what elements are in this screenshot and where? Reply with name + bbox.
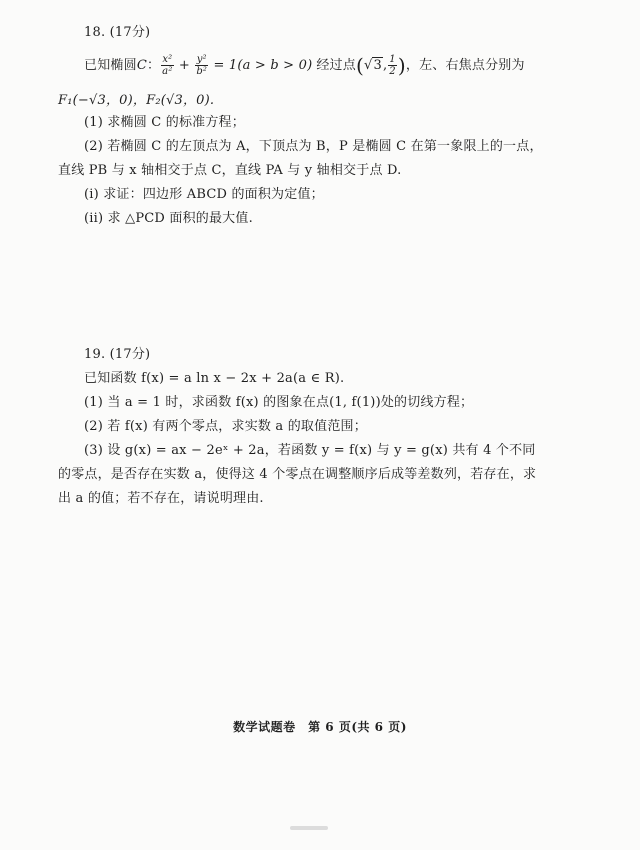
q19-part3-b: 的零点，是否存在实数 a，使得这 4 个零点在调整顺序后成等差数列，若存在，求 <box>58 467 537 482</box>
q19-part1: (1) 当 a = 1 时，求函数 f(x) 的图象在点(1, f(1))处的切线方程； <box>84 395 474 410</box>
q18-frac-half <box>388 54 397 77</box>
q18-frac-y-den: b² <box>196 66 208 77</box>
q18-frac-half-den: 2 <box>389 66 396 77</box>
q18-frac-half-num: 1 <box>389 54 396 65</box>
q19-part3-c: 出 a 的值；若不存在，请说明理由. <box>58 491 264 506</box>
scan-smudge <box>290 826 328 830</box>
q18-line1-pre: 已知椭圆 <box>84 58 137 73</box>
q18-foci: F₁(−√3，0)，F₂(√3，0). <box>58 93 215 108</box>
q18-sqrt3-radicand: 3 <box>373 58 382 73</box>
q18-frac-y <box>195 54 208 77</box>
q18-part1: (1) 求椭圆 C 的标准方程； <box>84 115 245 130</box>
q18-point-open: ( <box>355 53 364 78</box>
q18-header: 18. (17分) <box>84 25 151 40</box>
q18-eq-rest: = 1(a > b > 0) <box>209 58 313 73</box>
q18-part2-b: 直线 PB 与 x 轴相交于点 C，直线 PA 与 y 轴相交于点 D. <box>58 163 402 178</box>
q18-frac-y-num: y² <box>196 54 207 65</box>
q18-part2-ii: (ii) 求 △PCD 面积的最大值. <box>84 211 253 226</box>
q19-line1: 已知函数 f(x) = a ln x − 2x + 2a(a ∈ R). <box>84 371 345 386</box>
q18-part2-i: (i) 求证：四边形 ABCD 的面积为定值； <box>84 187 324 202</box>
q18-line1: 已知椭圆C： $\frac{\text{x²}}{\text{a²}}$ + $\frac{\text{y²}}{\text{b²}}$ = 1(a > b > 0) 经过点(√3, $\frac{1}{2}$ )，左、右焦点分别为 <box>84 53 525 78</box>
q18-frac-x <box>161 54 173 77</box>
q18-point-close: ) <box>397 53 406 78</box>
q19-part2: (2) 若 f(x) 有两个零点，求实数 a 的取值范围； <box>84 419 367 434</box>
q18-frac-x-den: a² <box>162 66 173 77</box>
q18-sqrt3: √3 <box>363 58 382 73</box>
q18-plus: + <box>174 58 195 73</box>
q19-header: 19. (17分) <box>84 347 151 362</box>
page-footer: 数学试题卷 第 6 页(共 6 页) <box>233 720 407 734</box>
q18-colon: ： <box>146 58 161 73</box>
q19-part3-a: (3) 设 g(x) = ax − 2eˣ + 2a，若函数 y = f(x) 与 y = g(x) 共有 4 个不同 <box>84 443 536 458</box>
q18-ellipse-name: C <box>136 58 147 73</box>
q18-part2-a: (2) 若椭圆 C 的左顶点为 A，下顶点为 B，P 是椭圆 C 在第一象限上的一点， <box>84 139 543 154</box>
q18-pass: 经过点 <box>316 58 356 73</box>
q18-tail: ，左、右焦点分别为 <box>405 58 525 73</box>
q18-frac-x-num: x² <box>162 54 173 65</box>
